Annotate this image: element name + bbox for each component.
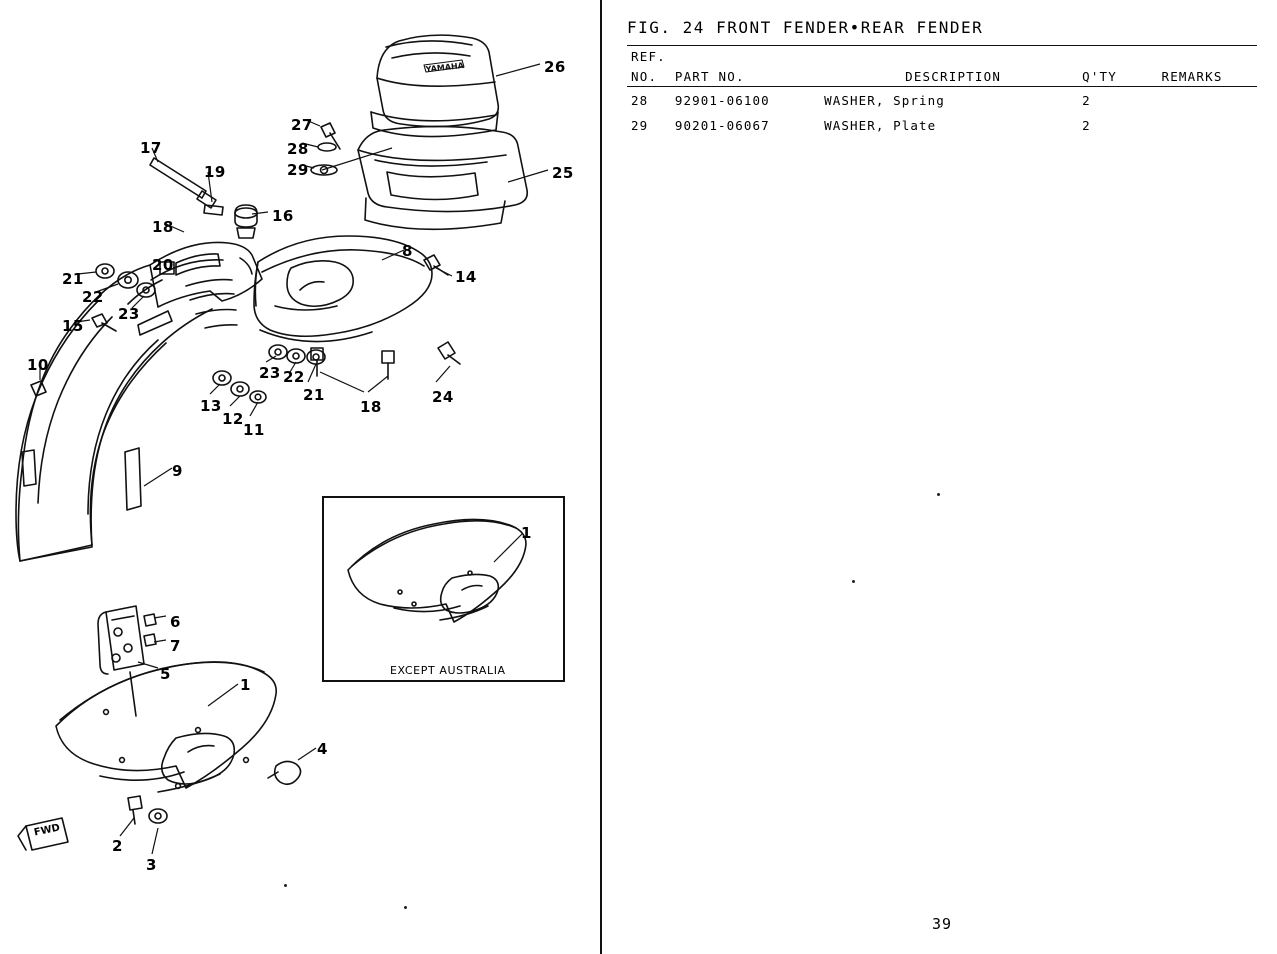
callout-10: 10 [27, 356, 49, 374]
callout-4: 4 [317, 740, 328, 758]
callout-11: 11 [243, 421, 265, 439]
speck-4 [852, 580, 855, 583]
cell-qty: 2 [1082, 93, 1091, 108]
inset-frame [322, 496, 565, 682]
callout-26: 26 [544, 58, 566, 76]
table-row[interactable] [627, 112, 1257, 137]
callout-6: 6 [170, 613, 181, 631]
header-description-spacer [824, 46, 1082, 67]
speck-2 [284, 884, 287, 887]
cell-description: WASHER, Spring [824, 93, 945, 108]
callout-7: 7 [170, 637, 181, 655]
header-part-no: PART NO. [675, 66, 824, 87]
speck-1 [404, 906, 407, 909]
page-number: 39 [932, 915, 953, 933]
figure-title: FIG. 24 FRONT FENDER•REAR FENDER [627, 18, 984, 37]
callout-14: 14 [455, 268, 477, 286]
header-remarks-spacer [1161, 46, 1257, 67]
header-ref-no-line2: NO. [627, 66, 675, 87]
callout-23-left: 23 [118, 305, 140, 323]
callout-24: 24 [432, 388, 454, 406]
callout-25: 25 [552, 164, 574, 182]
cell-description: WASHER, Plate [824, 118, 937, 133]
callout-3: 3 [146, 856, 157, 874]
brand-emblem-text: YAMAHA [425, 61, 465, 74]
callout-12: 12 [222, 410, 244, 428]
header-remarks: REMARKS [1161, 66, 1257, 87]
callout-18-bottom: 18 [360, 398, 382, 416]
exploded-diagram [0, 0, 600, 954]
header-qty-spacer [1082, 46, 1161, 67]
cell-part-no: 90201-06067 [674, 118, 770, 133]
header-description: DESCRIPTION [824, 66, 1082, 87]
table-header-row-1 [627, 46, 1257, 67]
callout-9: 9 [172, 462, 183, 480]
speck-3 [937, 493, 940, 496]
inset-caption: EXCEPT AUSTRALIA [390, 664, 506, 677]
callout-21-right: 21 [303, 386, 325, 404]
cell-ref-no: 29 [631, 118, 649, 133]
cell-remarks [1161, 87, 1257, 113]
callout-27: 27 [291, 116, 313, 134]
parts-table-pane [600, 0, 1277, 954]
parts-table-body [627, 87, 1257, 138]
callout-1-main: 1 [240, 676, 251, 694]
callout-22-left: 22 [82, 288, 104, 306]
parts-table [627, 45, 1257, 137]
callout-29: 29 [287, 161, 309, 179]
fwd-marker-label: FWD [33, 822, 62, 839]
header-ref-no-line1: REF. [627, 46, 675, 67]
table-header-row-2 [627, 66, 1257, 87]
cell-ref-no: 28 [631, 93, 649, 108]
callout-19: 19 [204, 163, 226, 181]
callout-15: 15 [62, 317, 84, 335]
table-row[interactable] [627, 87, 1257, 113]
callout-23-right: 23 [259, 364, 281, 382]
callout-17: 17 [140, 139, 162, 157]
header-part-no-spacer [675, 46, 824, 67]
callout-16: 16 [272, 207, 294, 225]
callout-8: 8 [402, 242, 413, 260]
parts-table-head [627, 46, 1257, 87]
callout-5: 5 [160, 665, 171, 683]
callout-28: 28 [287, 140, 309, 158]
cell-remarks [1161, 112, 1257, 137]
callout-22-right: 22 [283, 368, 305, 386]
callout-18-top: 18 [152, 218, 174, 236]
callout-2: 2 [112, 837, 123, 855]
callout-20: 20 [152, 256, 174, 274]
callout-13: 13 [200, 397, 222, 415]
cell-qty: 2 [1082, 118, 1091, 133]
cell-part-no: 92901-06100 [674, 93, 770, 108]
callout-21-left: 21 [62, 270, 84, 288]
callout-1-inset: 1 [521, 524, 532, 542]
header-qty: Q'TY [1082, 66, 1161, 87]
